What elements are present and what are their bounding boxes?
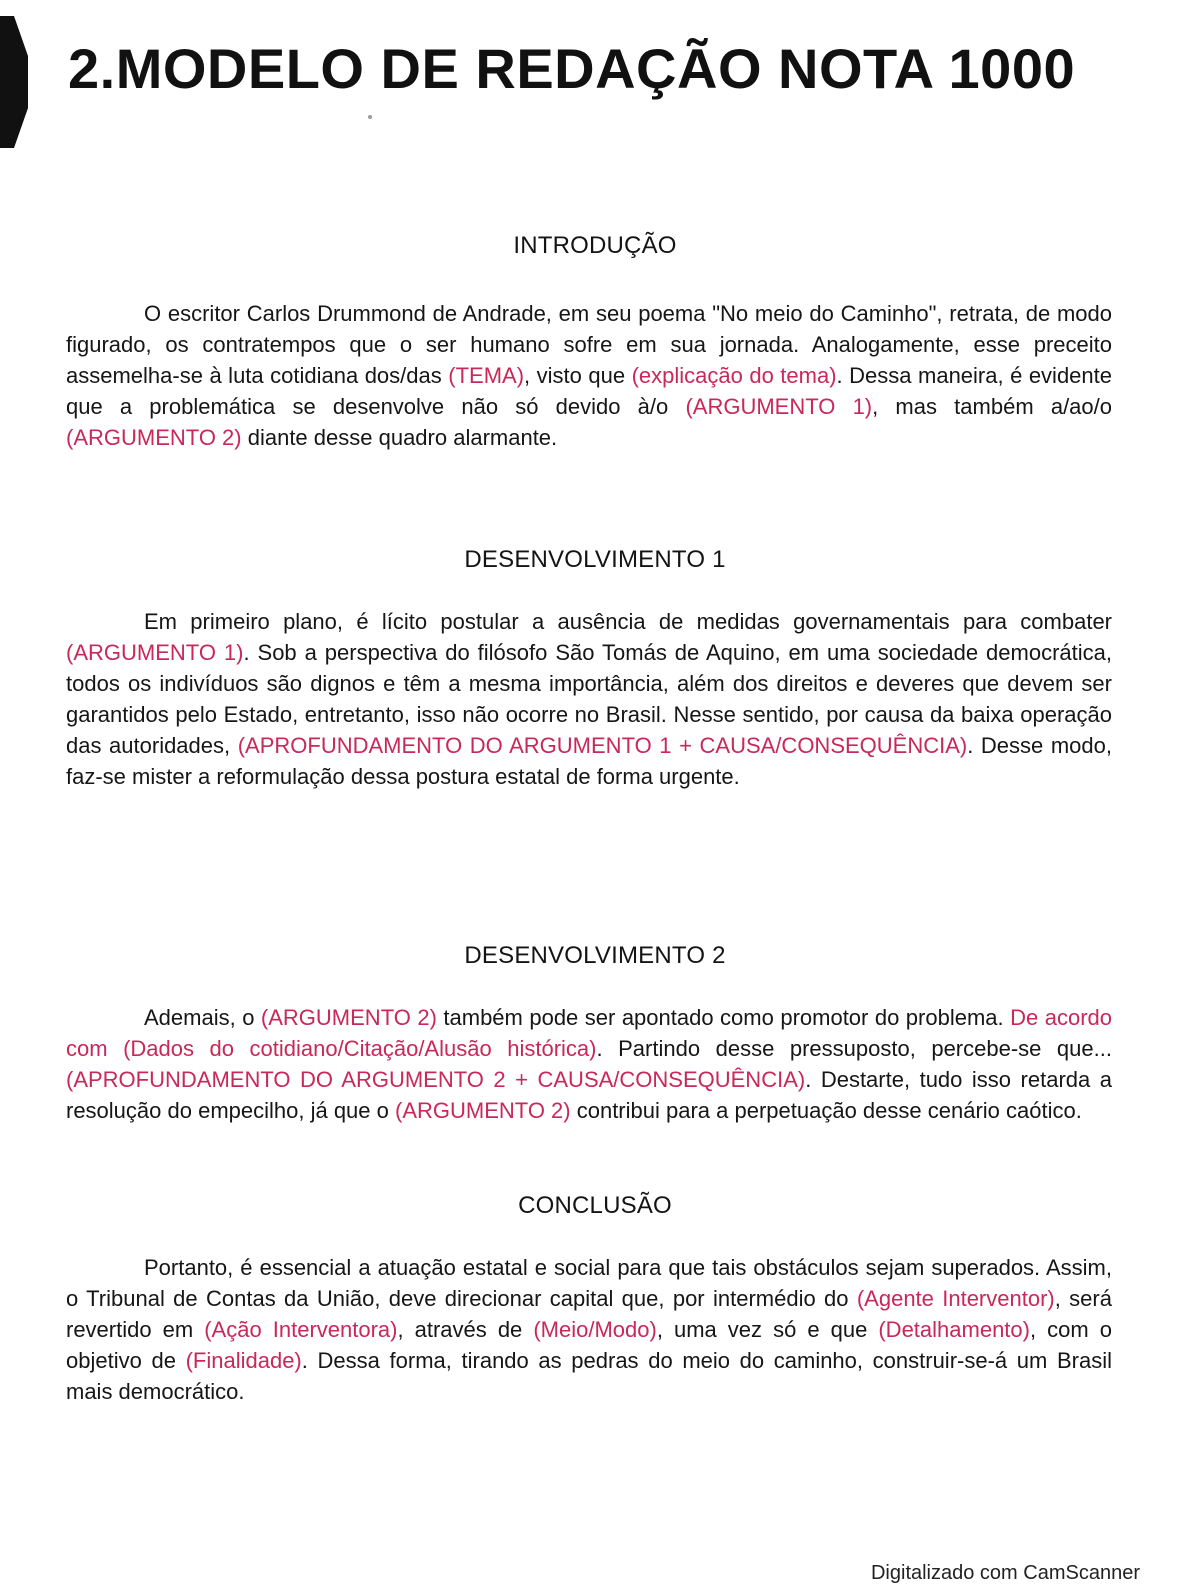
placeholder-argumento-1: (ARGUMENTO 1) — [685, 394, 873, 419]
bookmark-tab-icon — [0, 16, 30, 148]
text-segment: . Dessa forma, tirando as pedras do meio do caminho, construir-se-á um Brasil mais democrático. — [66, 1348, 1112, 1404]
text-segment: . Sob a perspectiva do filósofo São Tomás de Aquino, em uma sociedade democrática, todos os indivíduos são dignos e têm a mesma importância, além dos direitos e deveres que devem ser garantidos pelo Estado, entretanto, isso não ocorre no Brasil. Nesse sentido, por causa da baixa operação das autoridades, — [66, 640, 1112, 758]
text-segment: . Partindo desse pressuposto, percebe-se que... — [596, 1036, 1112, 1061]
text-segment: contribui para a perpetuação desse cenário caótico. — [570, 1098, 1082, 1123]
heading-conclusao: CONCLUSÃO — [518, 1192, 672, 1219]
paragraph-conclusao — [66, 1252, 1112, 1407]
text-segment: Ademais, o — [144, 1005, 261, 1030]
placeholder-aprofundamento-2: (APROFUNDAMENTO DO ARGUMENTO 2 + CAUSA/CONSEQUÊNCIA) — [66, 1067, 806, 1092]
camscanner-watermark: Digitalizado com CamScanner — [870, 1562, 1140, 1584]
text-segment: também pode ser apontado como promotor do problema. — [436, 1005, 1011, 1030]
text-segment: , visto que — [524, 363, 632, 388]
text-segment: , através de — [397, 1317, 534, 1342]
placeholder-argumento-2: (ARGUMENTO 2) — [395, 1098, 571, 1123]
placeholder-explicacao-tema: (explicação do tema) — [631, 363, 837, 388]
placeholder-argumento-2: (ARGUMENTO 2) — [66, 425, 242, 450]
heading-desenvolvimento-1: DESENVOLVIMENTO 1 — [464, 546, 726, 573]
placeholder-finalidade: (Finalidade) — [185, 1348, 302, 1373]
placeholder-dados-citacao: De acordo com (Dados do cotidiano/Citação/Alusão histórica) — [66, 1005, 1112, 1061]
placeholder-meio-modo: (Meio/Modo) — [533, 1317, 657, 1342]
placeholder-detalhamento: (Detalhamento) — [878, 1317, 1030, 1342]
placeholder-argumento-2: (ARGUMENTO 2) — [260, 1005, 437, 1030]
text-segment: O escritor Carlos Drummond de Andrade, em seu poema "No meio do Caminho", retrata, de modo figurado, os contratempos que o ser humano sofre em sua jornada. Analogamente, esse preceito assemelha-se à luta cotidiana dos/das — [66, 301, 1112, 388]
paragraph-desenvolvimento-1 — [66, 606, 1112, 792]
text-segment: . Desse modo, faz-se mister a reformulação dessa postura estatal de forma urgente. — [66, 733, 1112, 789]
scan-speck — [368, 115, 372, 119]
text-segment: . Dessa maneira, é evidente que a problemática se desenvolve não só devido à/o — [66, 363, 1112, 419]
text-segment: , mas também a/ao/o — [872, 394, 1113, 419]
text-segment: Em primeiro plano, é lícito postular a ausência de medidas governamentais para combater — [144, 609, 1112, 634]
placeholder-acao-interventora: (Ação Interventora) — [204, 1317, 398, 1342]
heading-desenvolvimento-2: DESENVOLVIMENTO 2 — [464, 942, 726, 969]
text-segment: , será revertido em — [66, 1286, 1112, 1342]
placeholder-aprofundamento-1: (APROFUNDAMENTO DO ARGUMENTO 1 + CAUSA/CONSEQUÊNCIA) — [237, 733, 968, 758]
heading-introducao: INTRODUÇÃO — [513, 232, 677, 259]
paragraph-introducao — [66, 298, 1112, 453]
paragraph-desenvolvimento-2 — [66, 1002, 1112, 1126]
text-segment: Portanto, é essencial a atuação estatal e social para que tais obstáculos sejam superados. Assim, o Tribunal de Contas da União, deve direcionar capital que, por intermédio do — [66, 1255, 1112, 1311]
text-segment: diante desse quadro alarmante. — [241, 425, 558, 450]
document-title: 2.MODELO DE REDAÇÃO NOTA 1000 — [68, 37, 1076, 100]
text-segment: , uma vez só e que — [656, 1317, 879, 1342]
placeholder-tema: (TEMA) — [448, 363, 525, 388]
text-segment: . Destarte, tudo isso retarda a resolução do empecilho, já que o — [66, 1067, 1112, 1123]
placeholder-argumento-1: (ARGUMENTO 1) — [66, 640, 244, 665]
text-segment: , com o objetivo de — [66, 1317, 1112, 1373]
placeholder-agente-interventor: (Agente Interventor) — [856, 1286, 1055, 1311]
